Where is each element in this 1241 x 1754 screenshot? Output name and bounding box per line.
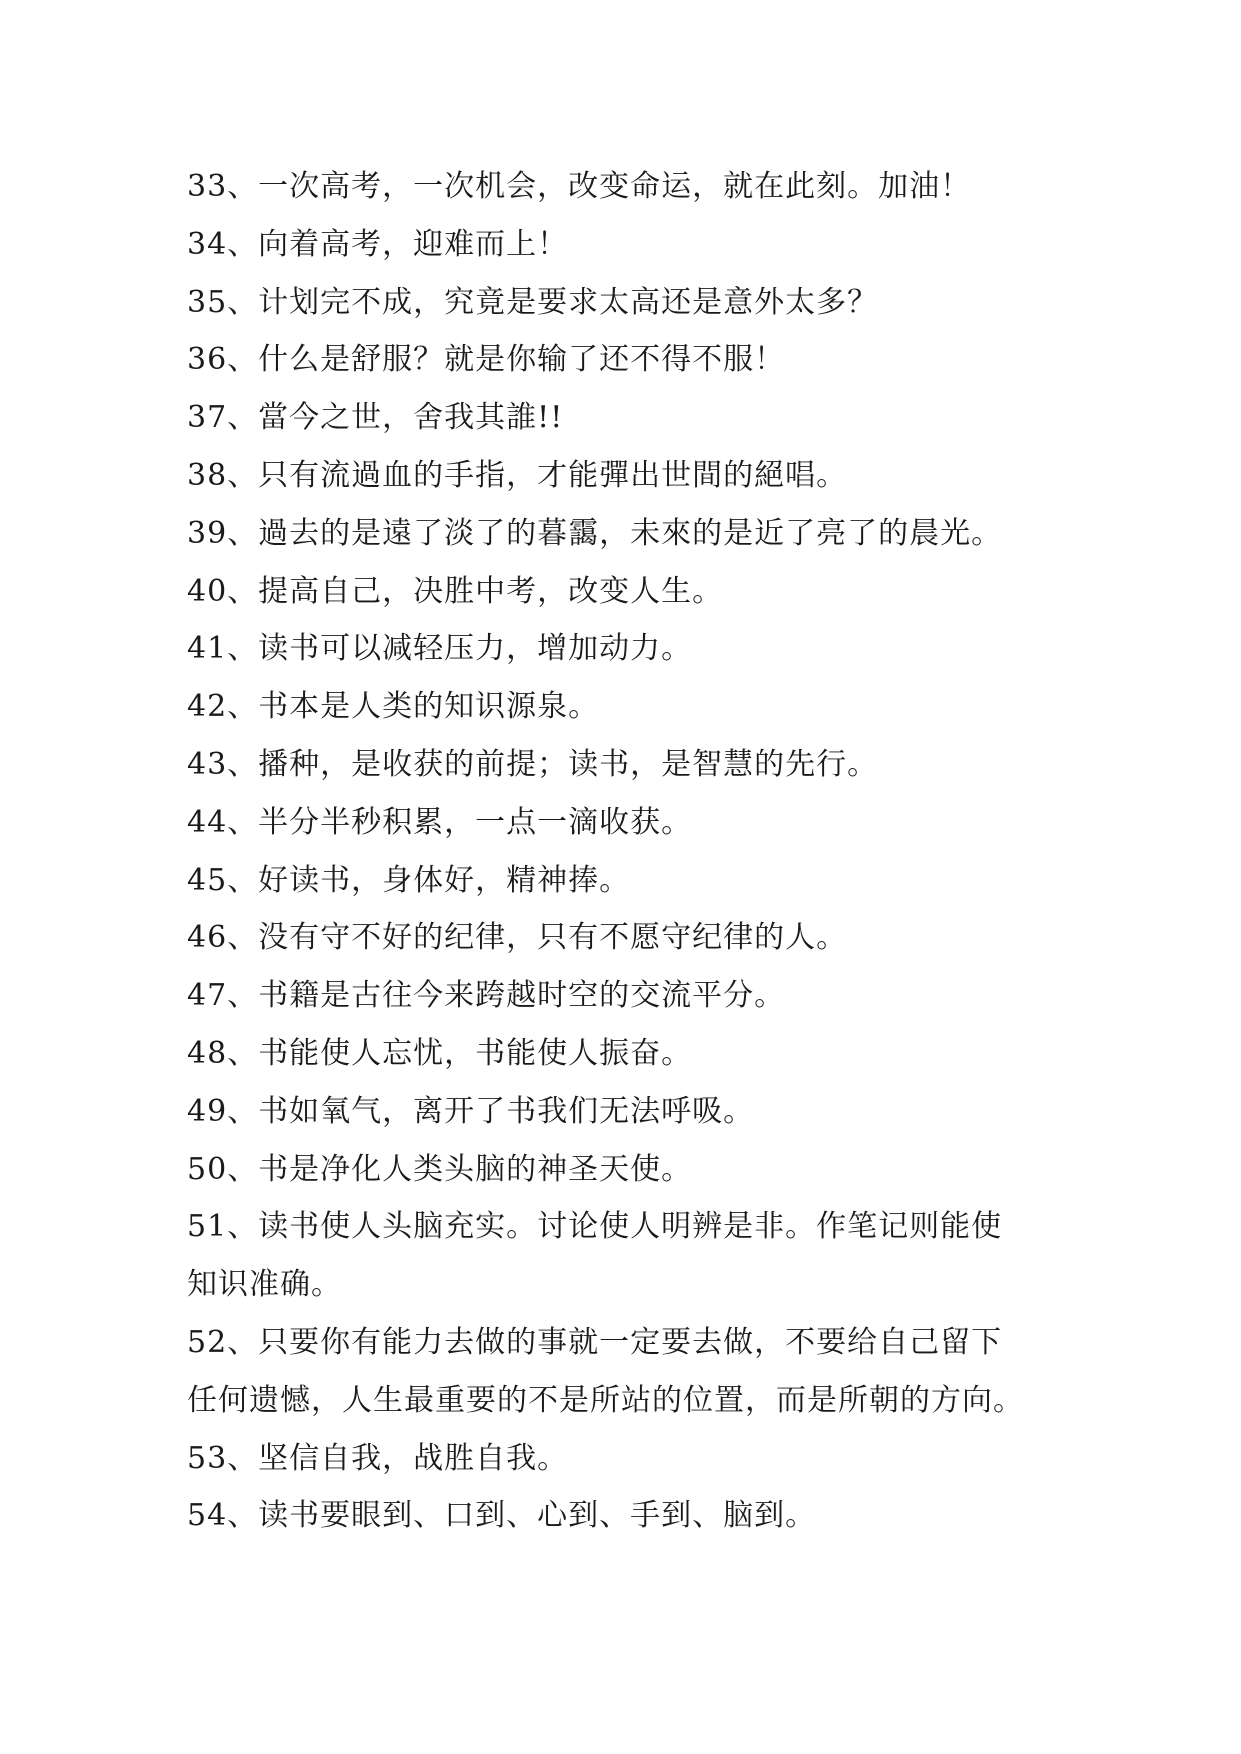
text-line-48: 48、书能使人忘忧，书能使人振奋。 [187,1035,693,1071]
text-line-47: 47、书籍是古往今来跨越时空的交流平分。 [187,978,786,1014]
text-line-35: 35、计划完不成，究竟是要求太高还是意外太多？ [187,284,879,320]
text-line-54: 54、读书要眼到、口到、心到、手到、脑到。 [187,1498,817,1534]
text-line-36: 36、什么是舒服？就是你输了还不得不服！ [187,342,786,378]
text-line-43: 43、播种，是收获的前提；读书，是智慧的先行。 [187,746,879,782]
text-line-53: 53、坚信自我，战胜自我。 [187,1440,569,1476]
text-line-50: 50、书是净化人类头脑的神圣天使。 [187,1151,693,1187]
quote-list [187,158,1087,1545]
text-line-41: 41、读书可以减轻压力，增加动力。 [187,631,693,667]
text-line-37: 37、當今之世，舍我其誰!! [187,400,564,436]
text-line-33: 33、一次高考，一次机会，改变命运，就在此刻。加油！ [187,169,972,204]
text-line-39: 39、過去的是遠了淡了的暮靄，未來的是近了亮了的晨光。 [187,515,1003,551]
text-line-52-cont: 任何遗憾，人生最重要的不是所站的位置，而是所朝的方向。 [187,1382,1024,1418]
text-line-49: 49、书如氧气，离开了书我们无法呼吸。 [187,1093,755,1129]
text-line-44: 44、半分半秒积累，一点一滴收获。 [187,804,693,840]
text-line-34: 34、向着高考，迎难而上！ [187,226,569,262]
text-line-40: 40、提高自己，决胜中考，改变人生。 [187,573,724,609]
text-line-42: 42、书本是人类的知识源泉。 [187,689,600,725]
text-line-46: 46、没有守不好的纪律，只有不愿守纪律的人。 [187,920,848,956]
text-line-45: 45、好读书，身体好，精神捧。 [187,862,631,898]
text-line-52: 52、只要你有能力去做的事就一定要去做，不要给自己留下 [187,1324,1003,1360]
text-line-51-cont: 知识准确。 [187,1267,342,1303]
text-line-38: 38、只有流過血的手指，才能彈出世間的絕唱。 [187,457,848,493]
text-line-51: 51、读书使人头脑充实。讨论使人明辨是非。作笔记则能使 [187,1209,1003,1245]
